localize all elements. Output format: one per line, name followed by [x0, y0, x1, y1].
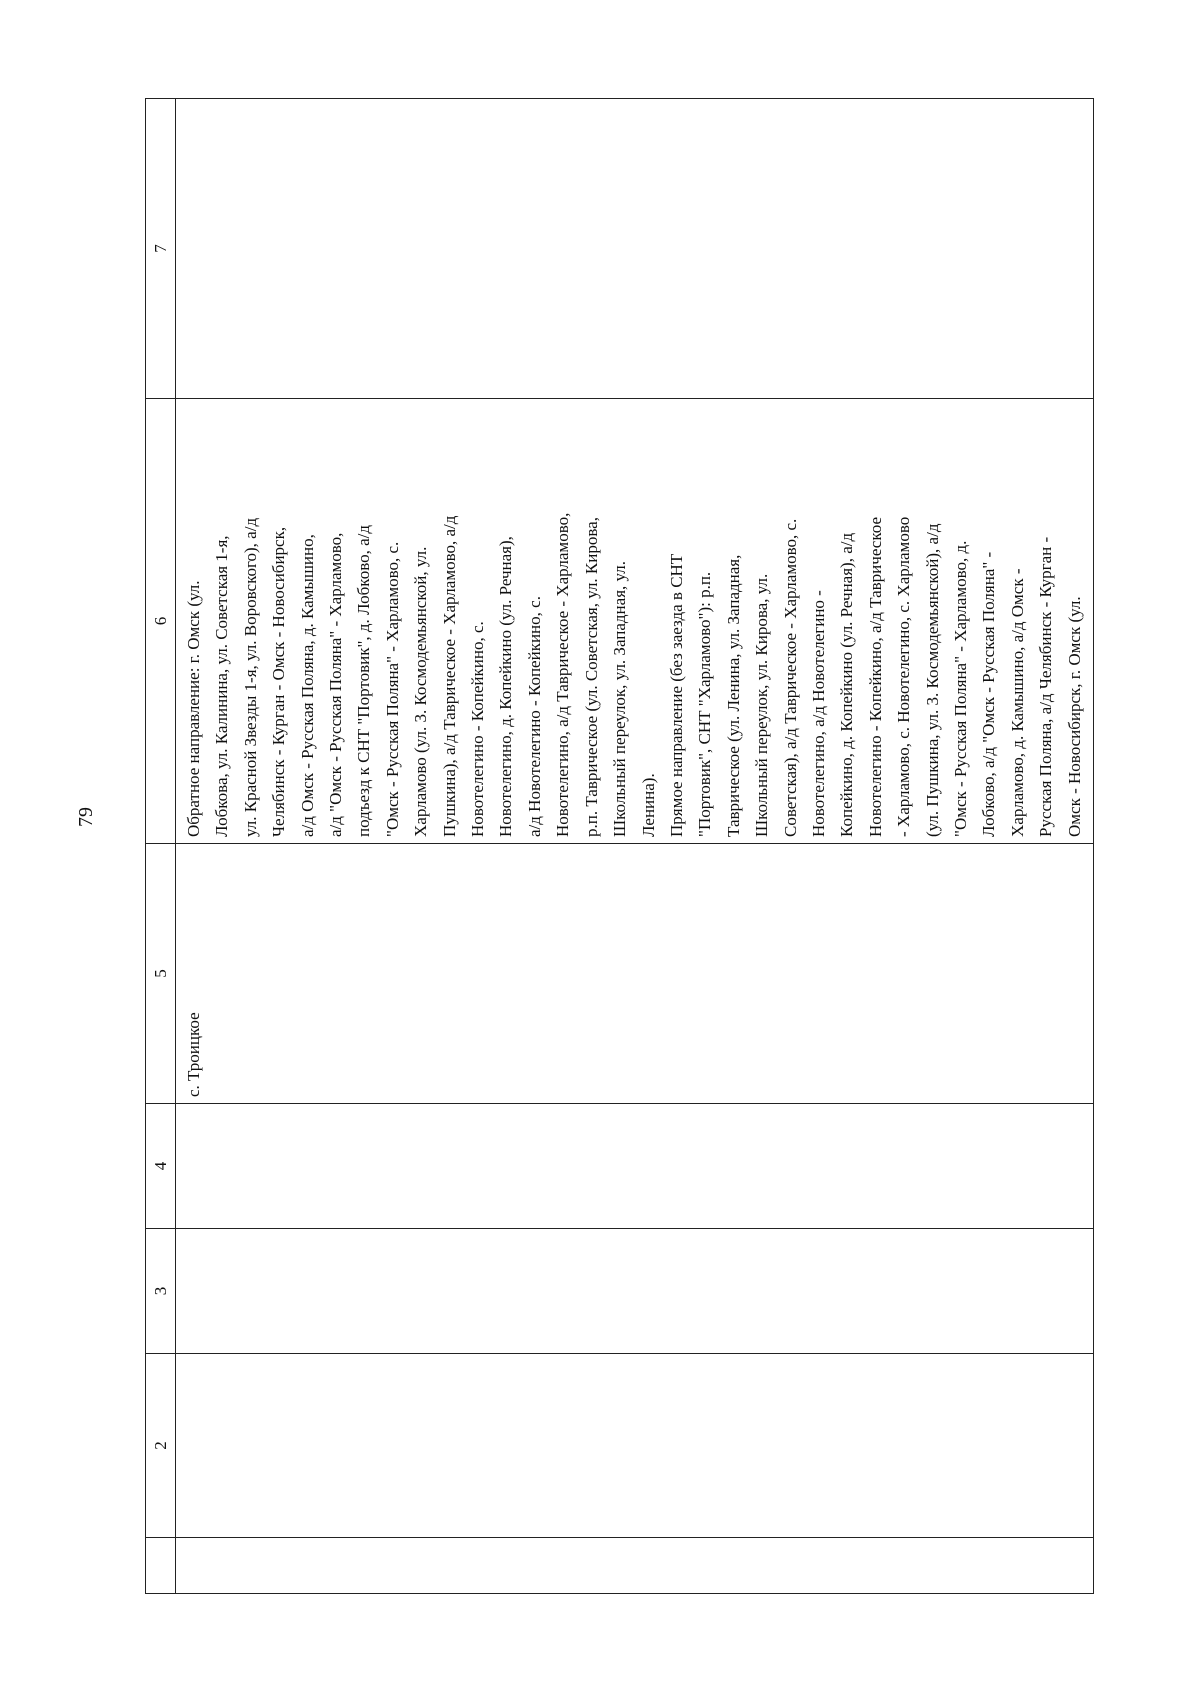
route-line: Школьный переулок, ул. Кирова, ул.	[752, 573, 772, 837]
route-line: Челябинск - Курган - Омск - Новосибирск,	[269, 526, 289, 837]
cell-col-2-text	[176, 1354, 184, 1537]
cell-col-1-text	[176, 1538, 184, 1593]
cell-col-2	[176, 1354, 1094, 1538]
route-line: Пушкина), а/д Таврическое - Харламово, а/д	[439, 515, 459, 837]
route-line: "Омск - Русская Поляна" - Харламово, с.	[382, 541, 402, 837]
cell-col-3-text	[176, 1229, 184, 1353]
route-line: а/д "Омск - Русская Поляна" - Харламово,	[326, 532, 346, 837]
route-line: Копейкино, д. Копейкино (ул. Речная), а/д	[837, 532, 857, 837]
header-col-7: 7	[146, 99, 176, 399]
route-line: "Портовик", СНТ "Харламово"): р.п.	[695, 571, 715, 837]
route-line: - Харламово, с. Новотелегино, с. Харламово	[894, 516, 914, 837]
route-line: Новотелегино - Копейкино, с.	[468, 621, 488, 837]
cell-col-7	[176, 99, 1094, 399]
cell-col-4	[176, 1104, 1094, 1229]
route-line: Ленина).	[638, 773, 658, 837]
route-line: Омск - Новосибирск, г. Омск (ул.	[1064, 596, 1084, 837]
route-line: (ул. Пушкина, ул. 3. Космодемьянской), а/д	[922, 523, 942, 837]
cell-route-description	[176, 399, 1094, 844]
route-line: Новотелегино, а/д Новотелегино -	[808, 590, 828, 837]
route-line: Новотелегино, д. Копейкино (ул. Речная),	[496, 536, 516, 837]
route-line: ул. Красной Звезды 1-я, ул. Воровского), а/д	[240, 517, 260, 837]
page-number: 79	[75, 807, 97, 827]
header-col-1	[146, 1538, 176, 1594]
route-line: Новотелегино, а/д Таврическое - Харламово,	[553, 512, 573, 837]
cell-col-7-text	[176, 99, 184, 398]
header-col-4: 4	[146, 1104, 176, 1229]
route-line: Советская), а/д Таврическое - Харламово, с.	[780, 518, 800, 837]
cell-settlement	[176, 844, 1094, 1104]
table-row	[176, 99, 1094, 1594]
route-line: р.п. Таврическое (ул. Советская, ул. Кирова,	[581, 517, 601, 837]
route-description	[176, 399, 1093, 843]
header-col-2: 2	[146, 1354, 176, 1538]
header-col-3: 3	[146, 1229, 176, 1354]
route-line: "Омск - Русская Поляна" - Харламово, д.	[950, 540, 970, 837]
header-row	[146, 99, 176, 1594]
settlement-name: с. Троицкое	[184, 1012, 203, 1097]
rotated-table-container	[145, 99, 1084, 1594]
route-line: Таврическое (ул. Ленина, ул. Западная,	[723, 554, 743, 837]
route-line: Новотелегино - Копейкино, а/д Таврическое	[865, 517, 885, 837]
route-line: Лобково, а/д "Омск - Русская Поляна" -	[979, 551, 999, 837]
route-line: а/д Новотелегино - Копейкино, с.	[524, 596, 544, 837]
route-line: Русская Поляна, а/д Челябинск - Курган -	[1036, 536, 1056, 837]
route-line: Харламово, д. Камышино, а/д Омск -	[1007, 568, 1027, 837]
route-line: а/д Омск - Русская Поляна, д. Камышино,	[297, 534, 317, 837]
route-line: Харламово (ул. 3. Космодемьянской, ул.	[411, 546, 431, 837]
route-line: Школьный переулок, ул. Западная, ул.	[610, 560, 630, 837]
route-line: подъезд к СНТ "Портовик", д. Лобково, а/д	[354, 524, 374, 837]
cell-col-3	[176, 1229, 1094, 1354]
route-line: Прямое направление (без заезда в СНТ	[666, 553, 686, 837]
cell-col-4-text	[176, 1104, 184, 1228]
header-col-5: 5	[146, 844, 176, 1104]
header-col-6: 6	[146, 399, 176, 844]
route-line: Обратное направление: г. Омск (ул.	[184, 580, 203, 837]
cell-col-1	[176, 1538, 1094, 1594]
route-line: Лобкова, ул. Калинина, ул. Советская 1-я,	[212, 535, 232, 837]
route-table	[145, 98, 1094, 1594]
